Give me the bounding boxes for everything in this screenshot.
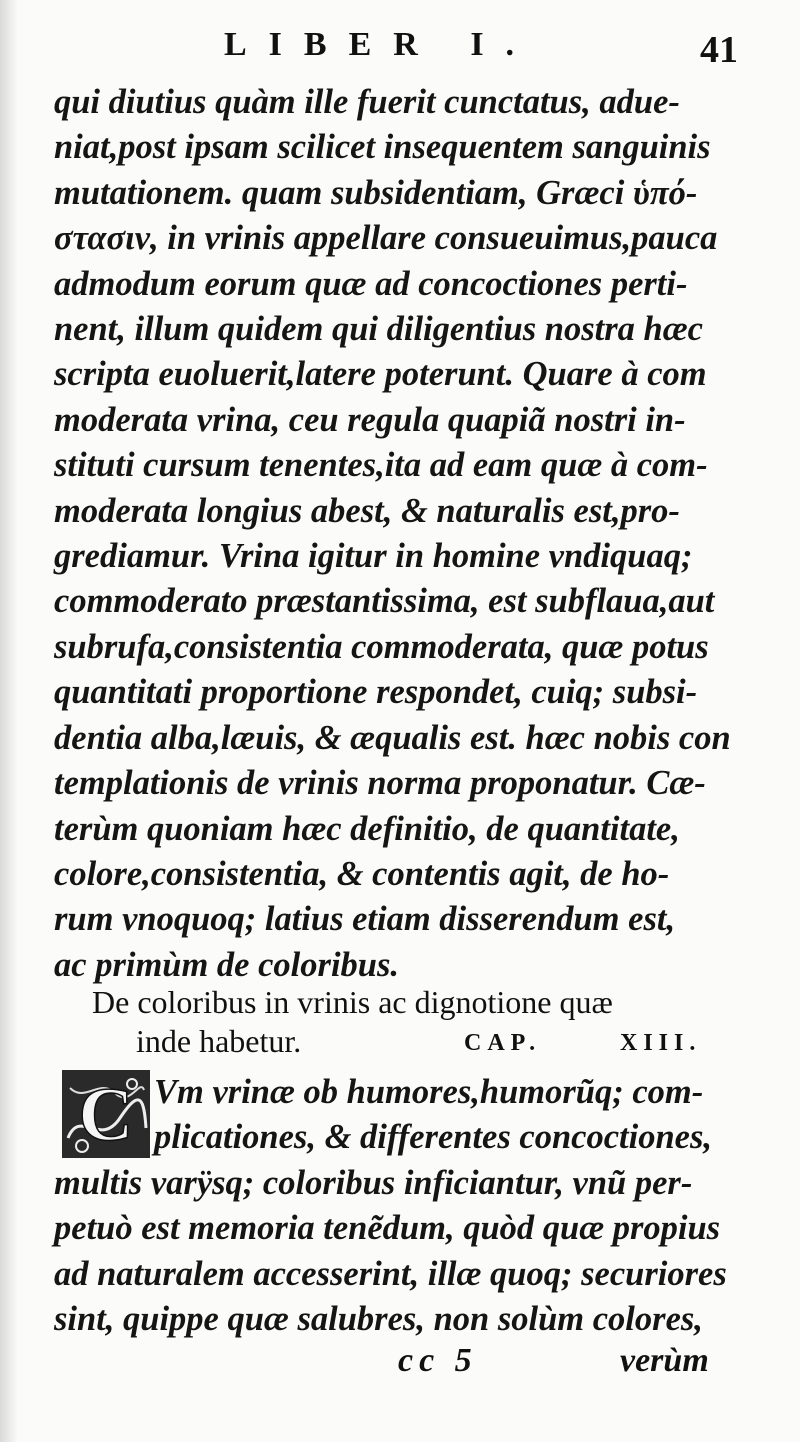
text-line: templationis de vrinis norma proponatur. Cæ- <box>54 764 706 803</box>
page-number: 41 <box>700 29 738 71</box>
text-line: niat,post ipsam scilicet insequentem sanguinis <box>54 128 711 167</box>
text-line: moderata vrina, ceu regula quapiã nostri in- <box>54 400 686 439</box>
text-line: subrufa,consistentia commoderata, quæ potus <box>54 627 709 666</box>
text-line: στασιν, in vrinis appellare consueuimus,pauca <box>54 219 718 258</box>
text-line: quantitati proportione respondet, cuiq; subsi- <box>54 673 698 712</box>
text-line: nent, illum quidem qui diligentius nostra hæc <box>54 310 703 349</box>
chapter-number: XIII. <box>620 1030 702 1056</box>
text-line: admodum eorum quæ ad concoctiones perti- <box>54 264 688 303</box>
running-head: LIBER I. <box>224 26 537 63</box>
text-line: colore,consistentia, & contentis agit, de ho- <box>54 854 670 893</box>
text-line: scripta euoluerit,latere poterunt. Quare à com <box>54 355 707 394</box>
chapter-text <box>54 1070 754 1342</box>
body-text <box>54 80 750 988</box>
text-line: rum vnoquoq; latius etiam disserendum est, <box>54 900 676 939</box>
signature-mark: cc 5 <box>398 1342 478 1379</box>
text-line: ac primùm de coloribus. <box>54 945 400 984</box>
catchword: verùm <box>620 1342 709 1379</box>
chapter-heading <box>92 983 732 1061</box>
text-line: plicationes, & differentes concoctiones, <box>154 1118 713 1157</box>
text-line: ad naturalem accesserint, illæ quoq; securiores <box>54 1254 727 1293</box>
page-header <box>0 22 800 72</box>
text-line: terùm quoniam hæc definitio, de quantitate, <box>54 809 680 848</box>
text-line: stituti cursum tenentes,ita ad eam quæ à com- <box>54 446 708 485</box>
text-line: moderata longius abest, & naturalis est,pro- <box>54 491 680 530</box>
chapter-title-line: inde habetur. <box>136 1023 302 1059</box>
drop-cap-letter: C <box>78 1073 134 1157</box>
text-line: commoderato præstantissima, est subflaua,aut <box>54 582 715 621</box>
text-line: petuò est memoria tenẽdum, quòd quæ propius <box>54 1209 721 1248</box>
text-line: mutationem. quam subsidentiam, Græci ὑπό- <box>54 173 698 212</box>
text-line: multis varÿsq; coloribus inficiantur, vnũ per- <box>54 1163 693 1202</box>
text-line: qui diutius quàm ille fuerit cunctatus, adue- <box>54 83 680 121</box>
text-line: sint, quippe quæ salubres, non solùm colores, <box>54 1300 703 1339</box>
page-footer <box>0 1338 800 1388</box>
text-line: grediamur. Vrina igitur in homine vndiquaq; <box>54 537 693 576</box>
chapter-label: CAP. <box>464 1030 542 1056</box>
chapter-title-line: De coloribus in vrinis ac dignotione quæ <box>92 984 613 1020</box>
text-line: dentia alba,læuis, & æqualis est. hæc nobis con <box>54 718 731 757</box>
text-line: Vm vrinæ ob humores,humorũq; com- <box>154 1073 704 1111</box>
